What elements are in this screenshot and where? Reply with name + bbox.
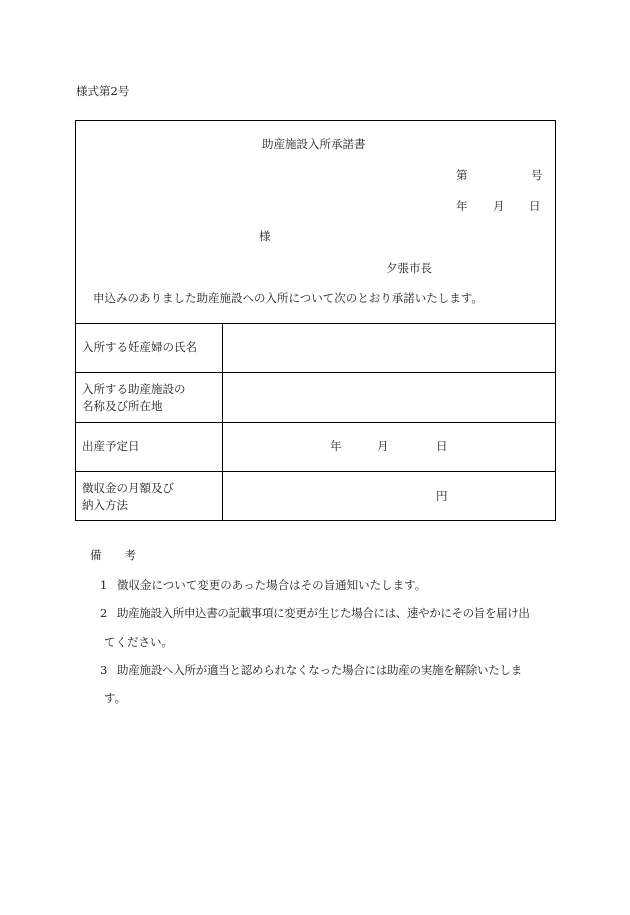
table-top-line bbox=[76, 323, 555, 324]
table-column-divider bbox=[222, 323, 223, 520]
row-divider-3 bbox=[76, 471, 555, 472]
row-label-facility-line2: 名称及び所在地 bbox=[82, 399, 163, 413]
approval-statement: 申込みのありました助産施設への入所について次のとおり承諾いたします。 bbox=[93, 291, 483, 305]
row-label-fee-line1: 徴収金の月額及び bbox=[82, 481, 174, 495]
date-month-label: 月 bbox=[493, 199, 505, 213]
row-divider-1 bbox=[76, 372, 555, 373]
remark-1-number: 1 bbox=[100, 578, 108, 592]
date-day-label: 日 bbox=[529, 199, 541, 213]
row-label-applicant-name: 入所する妊産婦の氏名 bbox=[82, 340, 197, 354]
document-title: 助産施設入所承諾書 bbox=[262, 137, 366, 151]
issuer-name: 夕張市長 bbox=[386, 261, 432, 275]
remark-3-text-line2: す。 bbox=[104, 691, 127, 705]
remark-2-text-line1: 助産施設入所申込書の記載事項に変更が生じた場合には、速やかにその旨を届け出 bbox=[117, 606, 530, 620]
form-box bbox=[75, 120, 556, 521]
due-date-day-label: 日 bbox=[436, 439, 448, 453]
row-label-fee-line2: 納入方法 bbox=[82, 498, 128, 512]
remark-1-text: 徴収金について変更のあった場合はその旨通知いたします。 bbox=[117, 578, 427, 592]
remarks-heading: 備 考 bbox=[90, 548, 136, 562]
remark-2-text-line2: てください。 bbox=[104, 635, 173, 649]
remark-3-text-line1: 助産施設へ入所が適当と認められなくなった場合には助産の実施を解除いたしま bbox=[117, 663, 522, 677]
fee-unit-yen: 円 bbox=[436, 489, 448, 503]
form-number: 様式第2号 bbox=[76, 84, 130, 98]
date-year-label: 年 bbox=[456, 199, 468, 213]
row-label-facility-line1: 入所する助産施設の bbox=[82, 382, 186, 396]
number-label-go: 号 bbox=[531, 168, 543, 182]
remark-3-number: 3 bbox=[100, 663, 108, 677]
due-date-month-label: 月 bbox=[377, 439, 389, 453]
number-label-dai: 第 bbox=[456, 168, 468, 182]
addressee-suffix: 様 bbox=[259, 229, 271, 243]
row-divider-2 bbox=[76, 422, 555, 423]
due-date-year-label: 年 bbox=[330, 439, 342, 453]
row-label-due-date: 出産予定日 bbox=[82, 439, 140, 453]
remark-2-number: 2 bbox=[100, 606, 108, 620]
